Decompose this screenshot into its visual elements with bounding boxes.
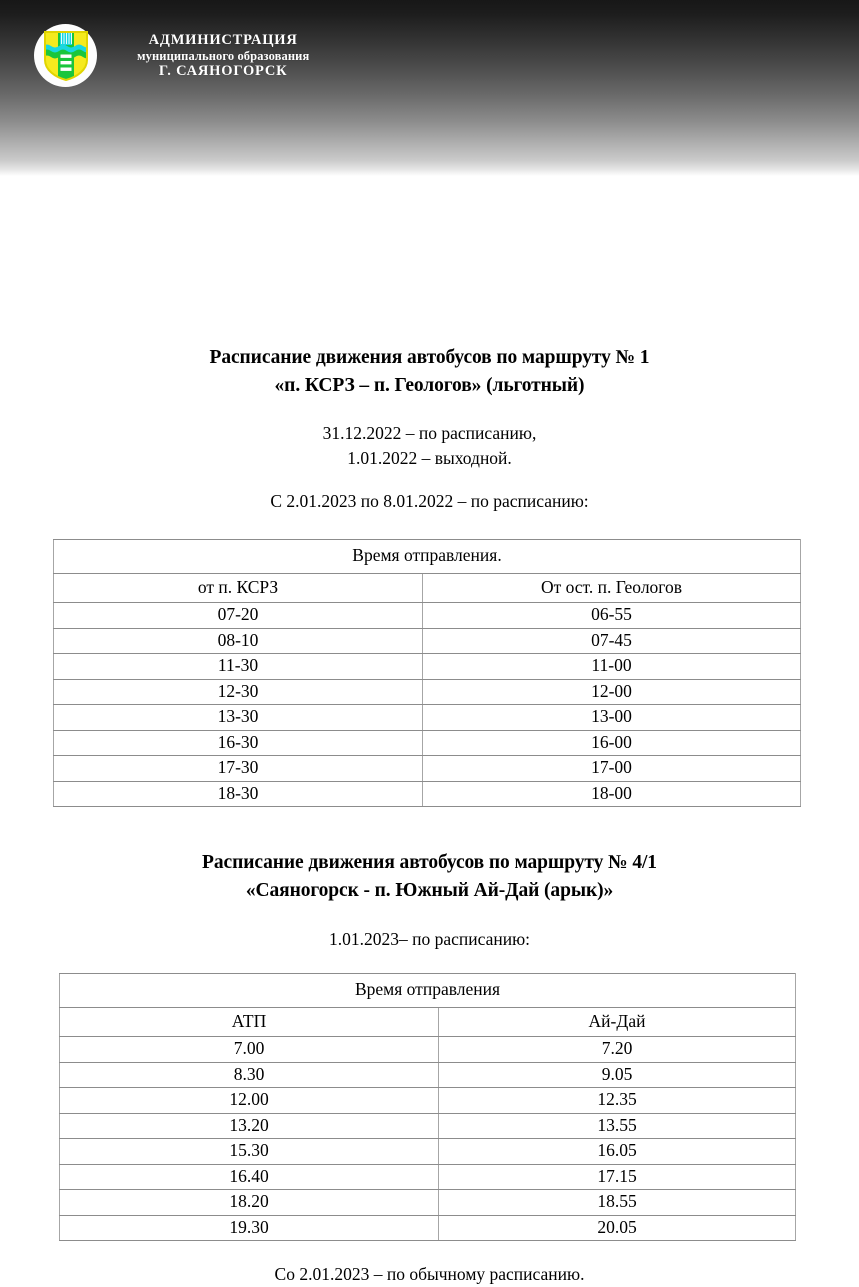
table-1-cell-r6-c0: 17-30 — [54, 756, 423, 782]
table-2-cell-r1-c1: 9.05 — [439, 1062, 796, 1088]
section-2-note-line-1: 1.01.2023– по расписанию: — [328, 929, 531, 949]
table-1-cell-r2-c1: 11-00 — [423, 654, 801, 680]
schedule-table-2-wrapper — [59, 973, 796, 1241]
table-1-cell-r4-c0: 13-30 — [54, 705, 423, 731]
header-identity-block — [34, 24, 309, 87]
org-name-line-2: муниципального образования — [137, 48, 310, 63]
table-row — [54, 756, 801, 782]
table-row — [54, 730, 801, 756]
table-row — [54, 679, 801, 705]
table-1-cell-r7-c1: 18-00 — [423, 781, 801, 807]
section-2-period-note — [0, 927, 859, 952]
table-2-cell-r1-c0: 8.30 — [60, 1062, 439, 1088]
footer-note-text: Со 2.01.2023 – по обычному расписанию. — [274, 1264, 585, 1284]
table-2-cell-r3-c0: 13.20 — [60, 1113, 439, 1139]
table-2-column-header-row — [60, 1008, 796, 1037]
table-2-span-header-row — [60, 974, 796, 1008]
section-1-note-line-3: С 2.01.2023 по 8.01.2022 – по расписанию: — [270, 491, 589, 511]
organization-title-block — [137, 32, 309, 78]
table-2-col-header-1: Ай-Дай — [439, 1008, 796, 1037]
table-row — [54, 603, 801, 629]
table-row — [54, 628, 801, 654]
table-row — [60, 1062, 796, 1088]
table-1-cell-r3-c1: 12-00 — [423, 679, 801, 705]
table-row — [54, 705, 801, 731]
section-2-title-line-1: Расписание движения автобусов по маршруту № 4/1 — [202, 852, 657, 873]
table-row — [60, 1037, 796, 1063]
section-1-note-line-1: 31.12.2022 – по расписанию, — [322, 423, 537, 443]
schedule-table-1-wrapper — [53, 539, 801, 807]
org-name-line-3: Г. САЯНОГОРСК — [158, 62, 288, 79]
section-2-title-line-2: «Саяногорск - п. Южный Ай-Дай (арык)» — [245, 879, 614, 901]
table-2-cell-r2-c0: 12.00 — [60, 1088, 439, 1114]
schedule-table-2 — [59, 973, 796, 1241]
table-2-cell-r0-c0: 7.00 — [60, 1037, 439, 1063]
table-1-cell-r0-c1: 06-55 — [423, 603, 801, 629]
table-2-cell-r7-c0: 19.30 — [60, 1215, 439, 1241]
table-row — [60, 1113, 796, 1139]
table-2-cell-r0-c1: 7.20 — [439, 1037, 796, 1063]
table-1-cell-r1-c1: 07-45 — [423, 628, 801, 654]
table-1-cell-r1-c0: 08-10 — [54, 628, 423, 654]
section-1-period-note — [0, 489, 859, 514]
table-1-column-header-row — [54, 574, 801, 603]
table-2-cell-r6-c1: 18.55 — [439, 1190, 796, 1216]
table-2-cell-r3-c1: 13.55 — [439, 1113, 796, 1139]
table-row — [60, 1088, 796, 1114]
table-1-span-header-row — [54, 540, 801, 574]
table-1-cell-r4-c1: 13-00 — [423, 705, 801, 731]
table-2-cell-r5-c1: 17.15 — [439, 1164, 796, 1190]
coat-of-arms-shield-svg — [43, 30, 89, 82]
section-1-notes — [0, 421, 859, 471]
section-1-note-line-2: 1.01.2022 – выходной. — [347, 447, 512, 468]
table-2-span-header: Время отправления — [60, 974, 796, 1008]
section-1-title-line-1: Расписание движения автобусов по маршруту № 1 — [209, 347, 650, 368]
page-header-banner — [0, 0, 859, 176]
table-1-cell-r5-c0: 16-30 — [54, 730, 423, 756]
schedule-table-1 — [53, 539, 801, 807]
table-1-span-header: Время отправления. — [54, 540, 801, 574]
table-2-cell-r4-c1: 16.05 — [439, 1139, 796, 1165]
table-2-cell-r5-c0: 16.40 — [60, 1164, 439, 1190]
table-row — [60, 1190, 796, 1216]
table-1-col-header-1: От ост. п. Геологов — [423, 574, 801, 603]
section-1-title-line-2: «п. КСРЗ – п. Геологов» (льготный) — [274, 374, 585, 396]
section-2-title — [0, 849, 859, 904]
table-row — [60, 1139, 796, 1165]
table-2-cell-r4-c0: 15.30 — [60, 1139, 439, 1165]
table-row — [54, 781, 801, 807]
table-1-cell-r6-c1: 17-00 — [423, 756, 801, 782]
table-2-col-header-0: АТП — [60, 1008, 439, 1037]
footer-note — [0, 1262, 859, 1287]
table-1-cell-r0-c0: 07-20 — [54, 603, 423, 629]
table-1-cell-r3-c0: 12-30 — [54, 679, 423, 705]
coat-of-arms-icon — [34, 24, 97, 87]
table-2-cell-r2-c1: 12.35 — [439, 1088, 796, 1114]
table-1-cell-r2-c0: 11-30 — [54, 654, 423, 680]
table-row — [60, 1164, 796, 1190]
table-1-col-header-0: от п. КСРЗ — [54, 574, 423, 603]
table-1-cell-r7-c0: 18-30 — [54, 781, 423, 807]
section-1-title — [0, 344, 859, 399]
table-2-cell-r6-c0: 18.20 — [60, 1190, 439, 1216]
table-2-cell-r7-c1: 20.05 — [439, 1215, 796, 1241]
table-row — [54, 654, 801, 680]
org-name-line-1: АДМИНИСТРАЦИЯ — [148, 32, 298, 49]
table-1-cell-r5-c1: 16-00 — [423, 730, 801, 756]
table-row — [60, 1215, 796, 1241]
